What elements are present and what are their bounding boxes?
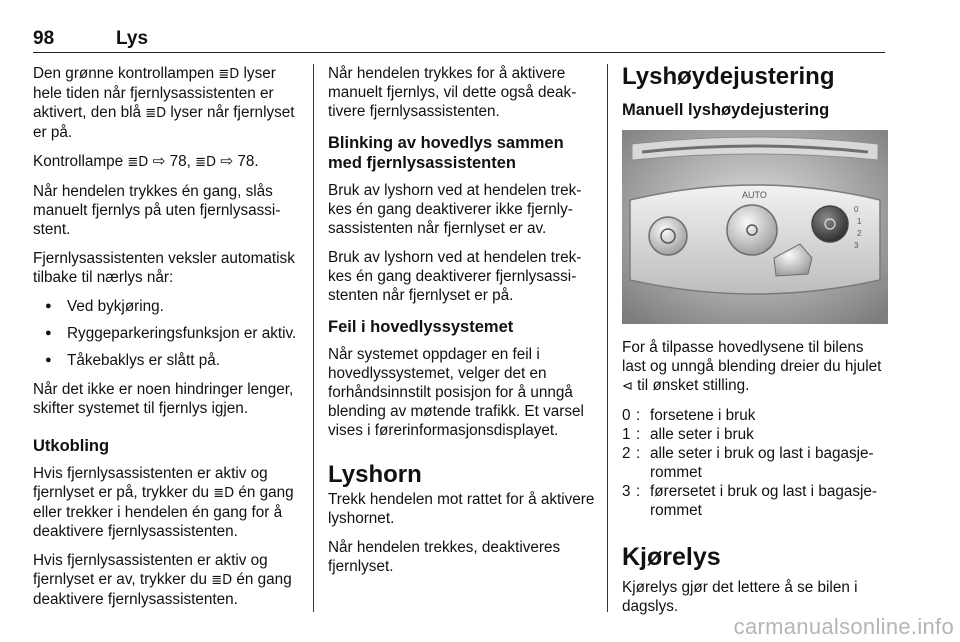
page-header <box>33 26 885 53</box>
section-title: Lys <box>116 28 149 49</box>
auto-label: AUTO <box>742 190 767 200</box>
paragraph: Hvis fjernlysassistenten er aktiv og fjernlyset er av, trykker du ≣D én gang deaktivere fjernlysassistenten. <box>33 552 292 608</box>
scale-label: 2 <box>857 229 862 238</box>
heading-lyshorn: Lyshorn <box>328 461 422 488</box>
headlamp-range-icon: ⊲ <box>622 379 633 394</box>
heading-feil: Feil i hovedlyssystemet <box>328 318 514 336</box>
paragraph: Kjørelys gjør det lettere å se bilen i dagslys. <box>622 579 858 615</box>
paragraph: Når hendelen trykkes for å aktivere manuelt fjernlys, vil dette også deaktivere fjernlysassistenten. <box>328 65 577 120</box>
heading-kjorelys: Kjørelys <box>622 543 721 571</box>
list-item: 1 : alle seter i bruk <box>622 426 754 443</box>
column-2 <box>328 64 596 586</box>
scale-label: 0 <box>854 205 859 214</box>
paragraph: Når hendelen trekkes, deaktiveres fjernlyset. <box>328 539 561 575</box>
page-link-arrow-icon[interactable]: ⇨ <box>220 153 234 170</box>
column-3 <box>622 64 888 626</box>
watermark: carmanualsonline.info <box>733 614 954 639</box>
high-beam-icon: ≣D <box>127 155 149 170</box>
paragraph: Trekk hendelen mot rattet for å aktivere lyshornet. <box>328 491 595 527</box>
heading-utkobling: Utkobling <box>33 437 110 455</box>
paragraph: Når systemet oppdager en feil i hovedlyssystemet, velger det en forhåndsinnstilt posisjon for å unngå blending av møtende trafikk. Et varsel vises i førerinformasjonsdisplayet. <box>328 346 584 439</box>
paragraph: Den grønne kontrollampen ≣D lyser hele tiden når fjernlysassistenten er aktivert, den blå ≣D lyser når fjernlyset er på. <box>33 65 295 141</box>
paragraph: Når hendelen trykkes én gang, slås manuelt fjernlys på uten fjernlysassistent. <box>33 183 281 238</box>
column-divider-2 <box>607 64 608 612</box>
scale-label: 1 <box>857 217 862 226</box>
heading-lyshoydejustering: Lyshøydejustering <box>622 63 835 90</box>
paragraph: Når det ikke er noen hindringer lenger, skifter systemet til fjernlys igjen. <box>33 381 294 417</box>
column-1 <box>33 64 299 619</box>
paragraph: Hvis fjernlysassistenten er aktiv og fjernlyset er på, trykker du ≣D én gang eller trekker i hendelen én gang for å deaktivere fjernlysassistenten. <box>33 465 294 540</box>
load-level-list <box>622 406 888 520</box>
high-beam-icon: ≣D <box>213 486 235 501</box>
list-item: 0 : forsetene i bruk <box>622 407 756 424</box>
paragraph: Kontrollampe ≣D ⇨ 78, ≣D ⇨ 78. <box>33 153 259 170</box>
heading-manuell: Manuell lyshøydejustering <box>622 101 830 119</box>
high-beam-icon: ≣D <box>218 67 240 82</box>
heading-blinking: Blinking av hovedlys sammen med fjernlysassistenten <box>328 134 564 172</box>
column-divider-1 <box>313 64 314 612</box>
paragraph: For å tilpasse hovedlysene til bilens last og unngå blending dreier du hjulet ⊲ til ønsket stilling. <box>622 339 882 394</box>
high-beam-icon: ≣D <box>211 573 233 588</box>
page-link-arrow-icon[interactable]: ⇨ <box>152 153 166 170</box>
headlamp-switch-illustration <box>622 130 888 324</box>
list-item: ● Tåkebaklys er slått på. <box>33 351 299 370</box>
list-item: ● Ryggeparkeringsfunksjon er aktiv. <box>33 324 299 343</box>
paragraph: Bruk av lyshorn ved at hendelen trekkes én gang deaktiverer fjernlysassistenten når fjernlyset er på. <box>328 249 582 304</box>
list-item: 3 : førersetet i bruk og last i bagasjerommet <box>622 483 878 519</box>
high-beam-blue-icon: ≣D <box>145 106 167 121</box>
page-number: 98 <box>33 28 55 49</box>
list-item: 2 : alle seter i bruk og last i bagasjerommet <box>622 445 874 481</box>
high-beam-blue-icon: ≣D <box>195 155 217 170</box>
list-item: ● Ved bykjøring. <box>33 297 299 316</box>
paragraph: Fjernlysassistenten veksler automatisk tilbake til nærlys når: <box>33 250 295 286</box>
scale-label: 3 <box>854 241 859 250</box>
paragraph: Bruk av lyshorn ved at hendelen trekkes én gang deaktiverer ikke fjernlysassistenten når fjernlyset er av. <box>328 182 582 237</box>
bullet-list <box>33 297 299 370</box>
